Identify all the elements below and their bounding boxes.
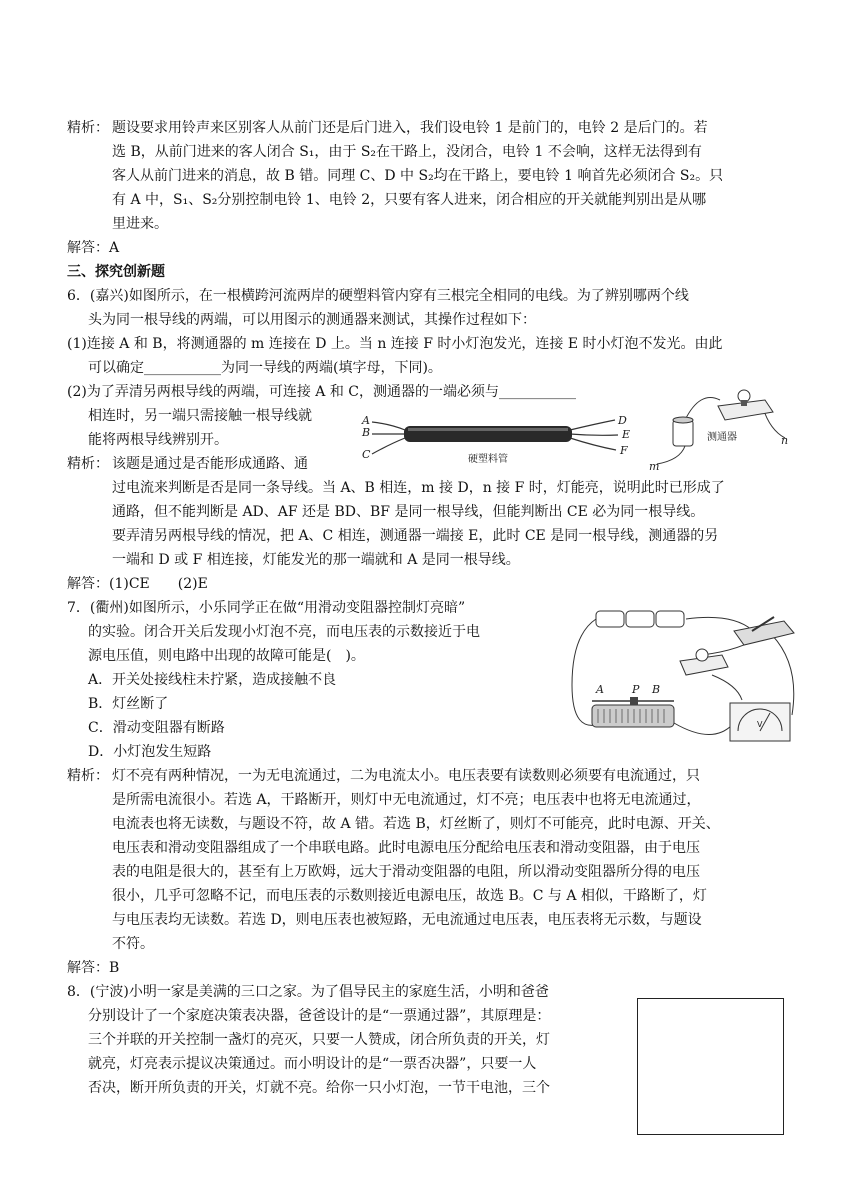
q5-analysis-label: 精析： bbox=[67, 120, 109, 136]
q6-stem-line: 6．(嘉兴)如图所示，在一根横跨河流两岸的硬塑料管内穿有三根完全相同的电线。为了辨别哪两个线 bbox=[67, 288, 689, 304]
q6-part2-line: (2)为了弄清另两根导线的两端，可连接 A 和 C，测通器的一端必须与___________ bbox=[67, 384, 577, 400]
q6-part1-line: 可以确定___________为同一导线的两端(填字母，下同)。 bbox=[88, 360, 442, 376]
q7-analysis-label: 精析： bbox=[67, 768, 109, 784]
rheostat-label-p: P bbox=[632, 683, 640, 696]
q6-part1-line: (1)连接 A 和 B，将测通器的 m 连接在 D 上。当 n 连接 F 时小灯泡发光，连接 E 时小灯泡不发光。由此 bbox=[67, 336, 723, 352]
voltmeter-label: V bbox=[757, 720, 763, 729]
q7-analysis-line: 是所需电流很小。若选 A，干路断开，则灯中无电流通过，灯不亮；电压表中也将无电流通过， bbox=[112, 792, 701, 808]
end-label-d: D bbox=[618, 414, 627, 427]
q8-stem-line: 三个并联的开关控制一盏灯的亮灭，只要一人赞成，闭合所负责的开关，灯 bbox=[88, 1032, 550, 1048]
q6-tester-figure bbox=[645, 380, 795, 475]
q6-analysis-label: 精析： bbox=[67, 456, 109, 472]
q8-stem-line: 8．(宁波)小明一家是美满的三口之家。为了倡导民主的家庭生活，小明和爸爸 bbox=[67, 984, 549, 1000]
battery-group bbox=[596, 611, 684, 627]
q7-answer: 解答：B bbox=[67, 960, 120, 976]
q5-analysis-line: 题设要求用铃声来区别客人从前门还是后门进入，我们设电铃 1 是前门的，电铃 2 是后门的。若 bbox=[112, 120, 708, 136]
rheostat-label-a: A bbox=[596, 683, 604, 696]
q6-analysis-line: 该题是通过是否能形成通路、通 bbox=[112, 456, 308, 472]
section-title: 三、探究创新题 bbox=[67, 264, 165, 280]
q7-stem-line: 7．(衢州)如图所示，小乐同学正在做“用滑动变阻器控制灯亮暗” bbox=[67, 600, 466, 616]
rheostat-label-b: B bbox=[652, 683, 661, 696]
q5-analysis-line: 有 A 中，S₁、S₂分别控制电铃 1、电铃 2，只要有客人进来，闭合相应的开关就能判别出是从哪 bbox=[112, 192, 707, 208]
q8-stem-line: 否决，断开所负责的开关，灯就不亮。给你一只小灯泡，一节干电池，三个 bbox=[88, 1080, 550, 1096]
q7-analysis-line: 不符。 bbox=[112, 936, 154, 952]
end-label-a: A bbox=[362, 414, 370, 427]
q6-pipe-figure bbox=[360, 410, 640, 480]
q5-answer: 解答：A bbox=[67, 240, 120, 256]
q6-part2-line: 相连时，另一端只需接触一根导线就 bbox=[88, 408, 312, 424]
q6-stem-line: 头为同一根导线的两端，可以用图示的测通器来测试，其操作过程如下： bbox=[88, 312, 536, 328]
q6-analysis-line: 一端和 D 或 F 相连接，灯能发光的那一端就和 A 是同一根导线。 bbox=[112, 552, 520, 568]
end-label-c: C bbox=[362, 448, 371, 461]
end-label-e: E bbox=[622, 428, 631, 441]
q7-circuit-figure bbox=[562, 605, 802, 750]
q8-stem-line: 就亮，灯亮表示提议决策通过。而小明设计的是“一票否决器”，只要一人 bbox=[88, 1056, 537, 1072]
q5-analysis-line: 里进来。 bbox=[112, 216, 168, 232]
q6-analysis-line: 要弄清另两根导线的情况，把 A、C 相连，测通器一端接 E，此时 CE 是同一根导线，测通器的另 bbox=[112, 528, 719, 544]
q7-analysis-line: 表的电阻是很大的，甚至有上万欧姆，远大于滑动变阻器的电阻，所以滑动变阻器所分得的电压 bbox=[112, 864, 700, 880]
q7-analysis-line: 电流表也将无读数，与题设不符，故 A 错。若选 B，灯丝断了，则灯不可能亮，此时电源、开关、 bbox=[112, 816, 720, 832]
q7-option-b: B．灯丝断了 bbox=[88, 696, 169, 712]
lead-m-label: m bbox=[649, 460, 660, 473]
q6-answer: 解答：(1)CE (2)E bbox=[67, 576, 208, 592]
q7-analysis-line: 电压表和滑动变阻器组成了一个串联电路。此时电源电压分配给电压表和滑动变阻器，由于电压 bbox=[112, 840, 700, 856]
end-label-b: B bbox=[362, 426, 371, 439]
q7-analysis-line: 与电压表均无读数。若选 D，则电压表也被短路，无电流通过电压表，电压表将无示数，与题设 bbox=[112, 912, 702, 928]
q7-stem-line: 源电压值，则电路中出现的故障可能是( )。 bbox=[88, 648, 365, 664]
q6-part2-line: 能将两根导线辨别开。 bbox=[88, 432, 228, 448]
pipe-label: 硬塑料管 bbox=[468, 454, 508, 465]
q5-analysis-line: 客人从前门进来的消息，故 B 错。同理 C、D 中 S₂均在干路上，要电铃 1 响首先必须闭合 S₂。只 bbox=[112, 168, 724, 184]
end-label-f: F bbox=[620, 444, 628, 457]
lead-n-label: n bbox=[781, 434, 789, 447]
q8-answer-box bbox=[637, 998, 784, 1135]
q7-option-a: A．开关处接线柱未拧紧，造成接触不良 bbox=[88, 672, 337, 688]
q8-stem-line: 分别设计了一个家庭决策表决器，爸爸设计的是“一票通过器”，其原理是： bbox=[88, 1008, 551, 1024]
q7-stem-line: 的实验。闭合开关后发现小灯泡不亮，而电压表的示数接近于电 bbox=[88, 624, 480, 640]
q7-option-d: D．小灯泡发生短路 bbox=[88, 744, 212, 760]
tester-label: 测通器 bbox=[707, 432, 737, 443]
q5-analysis-line: 选 B，从前门进来的客人闭合 S₁，由于 S₂在干路上，没闭合，电铃 1 不会响，这样无法得到有 bbox=[112, 144, 702, 160]
q6-analysis-line: 过电流来判断是否是同一条导线。当 A、B 相连，m 接 D，n 接 F 时，灯能亮，说明此时已形成了 bbox=[112, 480, 725, 496]
q7-analysis-line: 很小，几乎可忽略不记，而电压表的示数则接近电源电压，故选 B。C 与 A 相似，干路断了，灯 bbox=[112, 888, 707, 904]
q6-analysis-line: 通路，但不能判断是 AD、AF 还是 BD、BF 是同一根导线，但能判断出 CE 必为同一根导线。 bbox=[112, 504, 705, 520]
q7-analysis-line: 灯不亮有两种情况，一为无电流通过，二为电流太小。电压表要有读数则必须要有电流通过，只 bbox=[112, 768, 700, 784]
q7-option-c: C．滑动变阻器有断路 bbox=[88, 720, 225, 736]
